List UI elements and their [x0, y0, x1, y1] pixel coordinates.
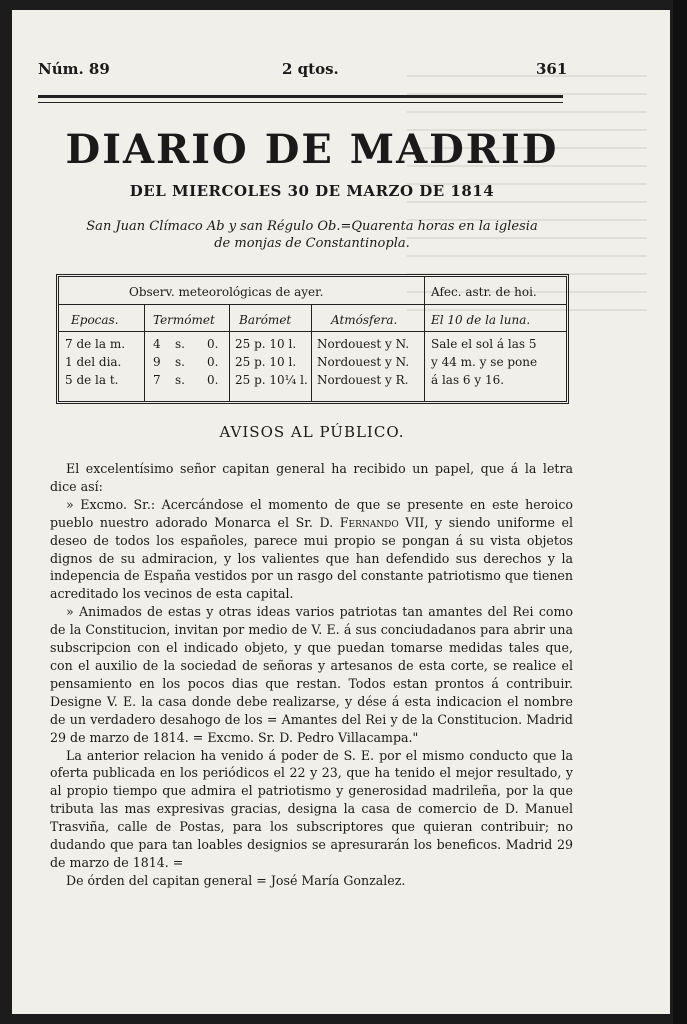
row-2-o: 0.	[207, 355, 219, 369]
table-rule	[59, 331, 566, 332]
row-1-atm: Nordouest y N.	[317, 337, 410, 351]
row-3-term: 7	[153, 373, 161, 387]
moon-line-3: á las 6 y 16.	[431, 373, 505, 387]
weather-table	[56, 274, 569, 404]
paragraph-2	[50, 496, 573, 603]
masthead-title: DIARIO DE MADRID	[65, 126, 559, 173]
col-termometro: Termómet	[153, 313, 215, 327]
row-2-atm: Nordouest y N.	[317, 355, 410, 369]
row-1-s: s.	[175, 337, 185, 351]
row-2-term: 9	[153, 355, 161, 369]
row-1-epoca: 7 de la m.	[65, 337, 126, 351]
row-1-o: 0.	[207, 337, 219, 351]
col-luna: El 10 de la luna.	[431, 313, 531, 327]
signature-line: De órden del capitan general = José María Gonzalez.	[66, 872, 406, 888]
saints-line-2: de monjas de Constantinopla.	[214, 236, 410, 251]
moon-line-1: Sale el sol á las 5	[431, 337, 537, 351]
scan-edge	[673, 0, 687, 1024]
row-2-epoca: 1 del dia.	[65, 355, 122, 369]
row-1-bar: 25 p. 10 l.	[235, 337, 297, 351]
row-3-bar: 25 p. 10¼ l.	[235, 373, 308, 387]
top-rule-thick	[38, 95, 563, 98]
paragraph-2-end: , y siendo uniforme el deseo de todos los españoles, parece mui propio se pongan á su vista objetos dignos de su admiracion, y los valientes que han defendido sus derechos y la indepencia de España vestidos por un rasgo del constante patriotismo que tienen acreditado los vecinos de esta capital.	[50, 514, 573, 602]
weather-title-right: Afec. astr. de hoi.	[431, 285, 537, 299]
moon-line-2: y 44 m. y se pone	[431, 355, 538, 369]
top-rule-thin	[38, 102, 563, 103]
issue-number: Núm. 89	[38, 60, 110, 78]
row-2-s: s.	[175, 355, 185, 369]
page-number: 361	[536, 60, 568, 78]
row-3-epoca: 5 de la t.	[65, 373, 119, 387]
paragraph-3: » Animados de estas y otras ideas varios patriotas tan amantes del Rei como de la Constitucion, invitan por medio de V. E. á sus conciudadanos para abrir una subscripcion con el indicado objeto, y que puedan tomarse medidas tales que, con el auxilio de la sociedad de señoras y artesanos de esta corte, se realice el pensamiento en los pocos dias que restan. Todos estan prontos á contribuir. Designe V. E. la casa donde debe realizarse, y dése á esta indicacion el nombre de un verdadero desahogo de los = Amantes del Rei y de la Constitucion. Madrid 29 de marzo de 1814. = Excmo. Sr. D. Pedro Villacampa."	[50, 604, 573, 745]
col-atmosfera: Atmósfera.	[331, 313, 398, 327]
section-title: AVISOS AL PÚBLICO.	[219, 423, 405, 441]
table-divider	[144, 305, 145, 401]
article-body	[50, 460, 573, 890]
row-3-s: s.	[175, 373, 185, 387]
row-2-bar: 25 p. 10 l.	[235, 355, 297, 369]
saints-line-1: San Juan Clímaco Ab y san Régulo Ob.=Quarenta horas en la iglesia	[86, 219, 538, 234]
paragraph-1: El excelentísimo señor capitan general ha recibido un papel, que á la letra dice así:	[50, 461, 573, 494]
paragraph-2-start: » Excmo. Sr.: Acercándose el momento de que se presente en este heroico pueblo nuestro adorado Monarca el Sr. D.	[50, 496, 573, 530]
price: 2 qtos.	[282, 60, 339, 78]
weather-title-left: Observ. meteorológicas de ayer.	[129, 285, 324, 299]
issue-date: DEL MIERCOLES 30 DE MARZO DE 1814	[129, 182, 495, 200]
row-3-o: 0.	[207, 373, 219, 387]
paragraph-4: La anterior relacion ha venido á poder de S. E. por el mismo conducto que la oferta publicada en los periódicos el 22 y 23, que ha tenido el mejor resultado, y al propio tiempo que admira el patriotismo y generosidad madrileña, por la que tributa las mas expresivas gracias, designa la casa de comercio de D. Manuel Trasviña, calle de Postas, para los subscriptores que quieran contribuir; no dudando que para tan loables designios se apresurarán los beneficos. Madrid 29 de marzo de 1814. =	[50, 747, 573, 870]
table-divider	[229, 305, 230, 401]
newspaper-page	[12, 10, 670, 1014]
table-divider	[311, 305, 312, 401]
saints-notice	[72, 218, 552, 252]
col-barometro: Barómet	[239, 313, 292, 327]
col-epocas: Epocas.	[71, 313, 119, 327]
table-rule	[59, 304, 566, 305]
table-divider	[424, 277, 425, 401]
row-3-atm: Nordouest y R.	[317, 373, 409, 387]
king-name: Fernando VII	[339, 514, 425, 530]
row-1-term: 4	[153, 337, 161, 351]
